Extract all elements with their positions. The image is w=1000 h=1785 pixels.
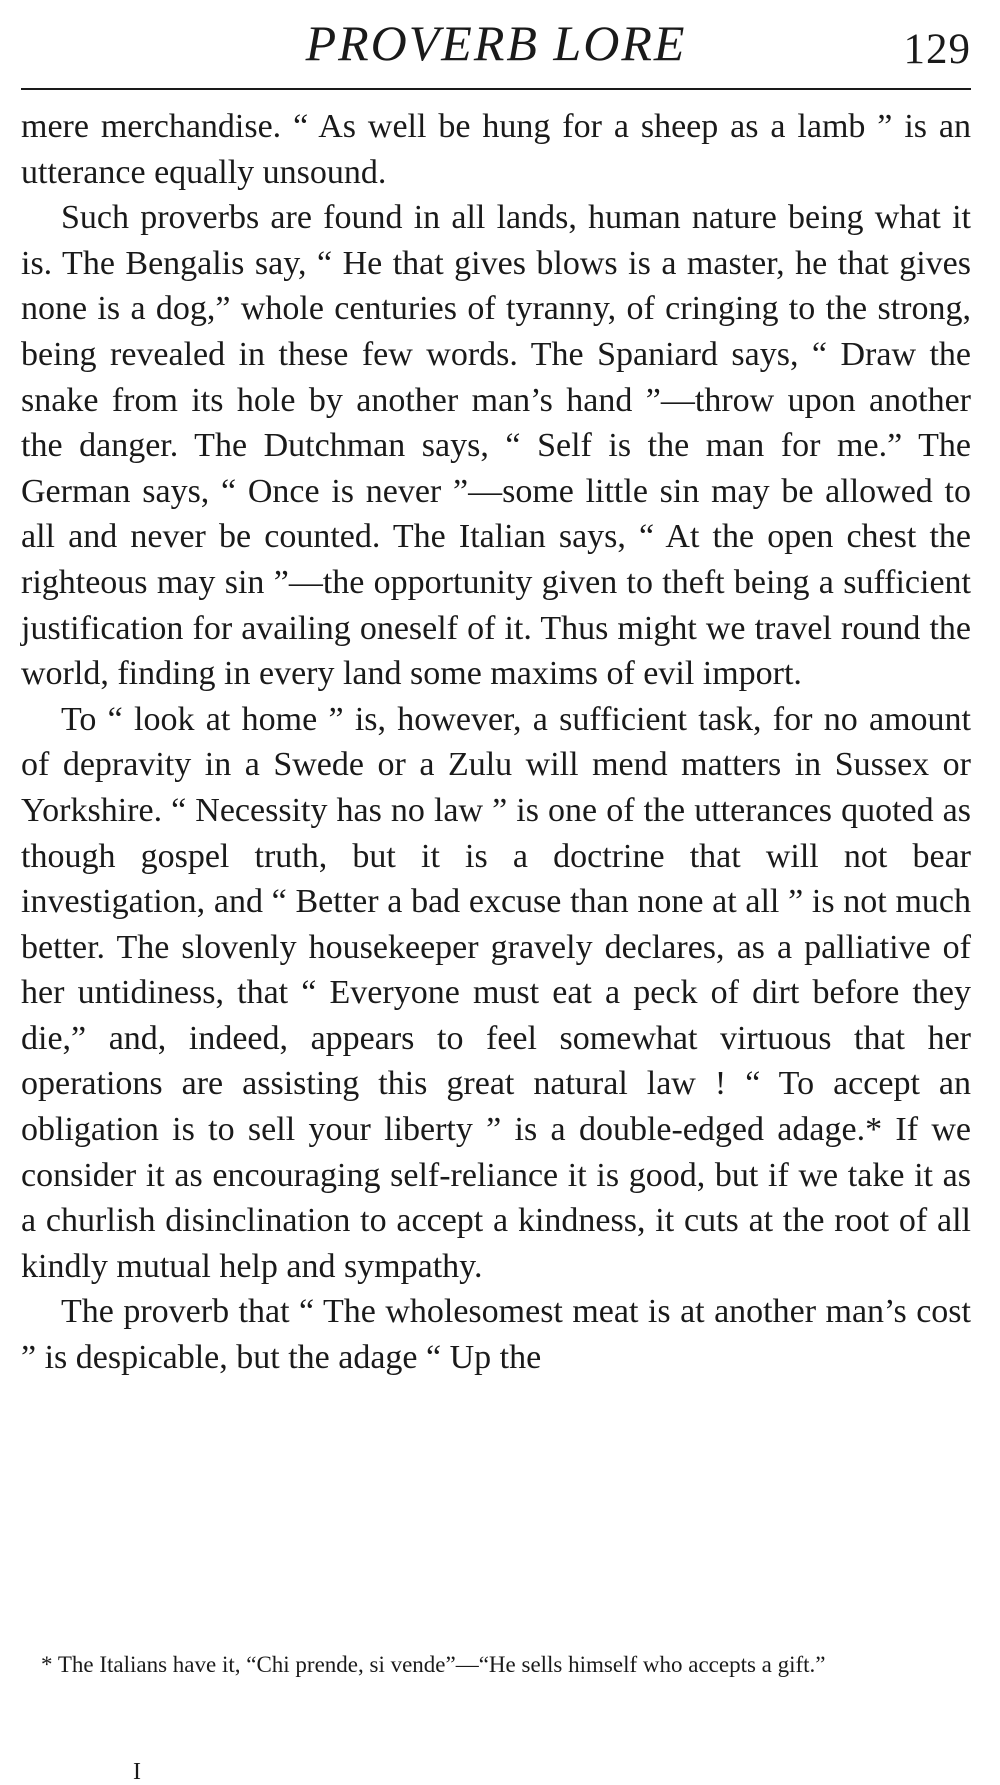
- body-text: [21, 104, 971, 1381]
- paragraph: The proverb that “ The wholesomest meat is at another man’s cost ” is despicable, but the adage “ Up the: [21, 1293, 971, 1377]
- footnote: [21, 1648, 971, 1681]
- paragraph: To “ look at home ” is, however, a sufficient task, for no amount of depravity in a Swede or a Zulu will mend matters in Sussex or Yorkshire. “ Necessity has no law ” is one of the utterances quoted as though gospel truth, but it is a doctrine that will not bear investigation, and “ Better a bad excuse than none at all ” is not much better. The slovenly housekeeper gravely declares, as a palliative of her untidiness, that “ Everyone must eat a peck of dirt before they die,” and, indeed, appears to feel somewhat virtuous that her operations are assisting this great natural law ! “ To accept an obligation is to sell your liberty ” is a double-edged adage.* If we consider it as encouraging self-reliance it is good, but if we take it as a churlish disinclination to accept a kindness, it cuts at the root of all kindly mutual help and sympathy.: [21, 700, 971, 1285]
- page-number: 129: [903, 26, 971, 73]
- page-header: [21, 0, 971, 90]
- paragraph: Such proverbs are found in all lands, human nature being what it is. The Bengalis say, “ He that gives blows is a master, he that gives none is a dog,” whole centuries of tyranny, of cringing to the strong, being revealed in these few words. The Spaniard says, “ Draw the snake from its hole by another man’s hand ”—throw upon another the danger. The Dutchman says, “ Self is the man for me.” The German says, “ Once is never ”—some little sin may be allowed to all and never be counted. The Italian says, “ At the open chest the righteous may sin ”—the opportunity given to theft being a sufficient justification for availing oneself of it. Thus might we travel round the world, finding in every land some maxims of evil import.: [21, 199, 971, 693]
- paragraph-continuation: mere merchandise. “ As well be hung for a sheep as a lamb ” is an utterance equally unsound.: [21, 108, 971, 191]
- signature-mark: I: [133, 1759, 141, 1785]
- book-page: [21, 0, 971, 1785]
- running-title: PROVERB LORE: [305, 15, 687, 71]
- footnote-text: * The Italians have it, “Chi prende, si vende”—“He sells himself who accepts a gift.”: [41, 1652, 826, 1677]
